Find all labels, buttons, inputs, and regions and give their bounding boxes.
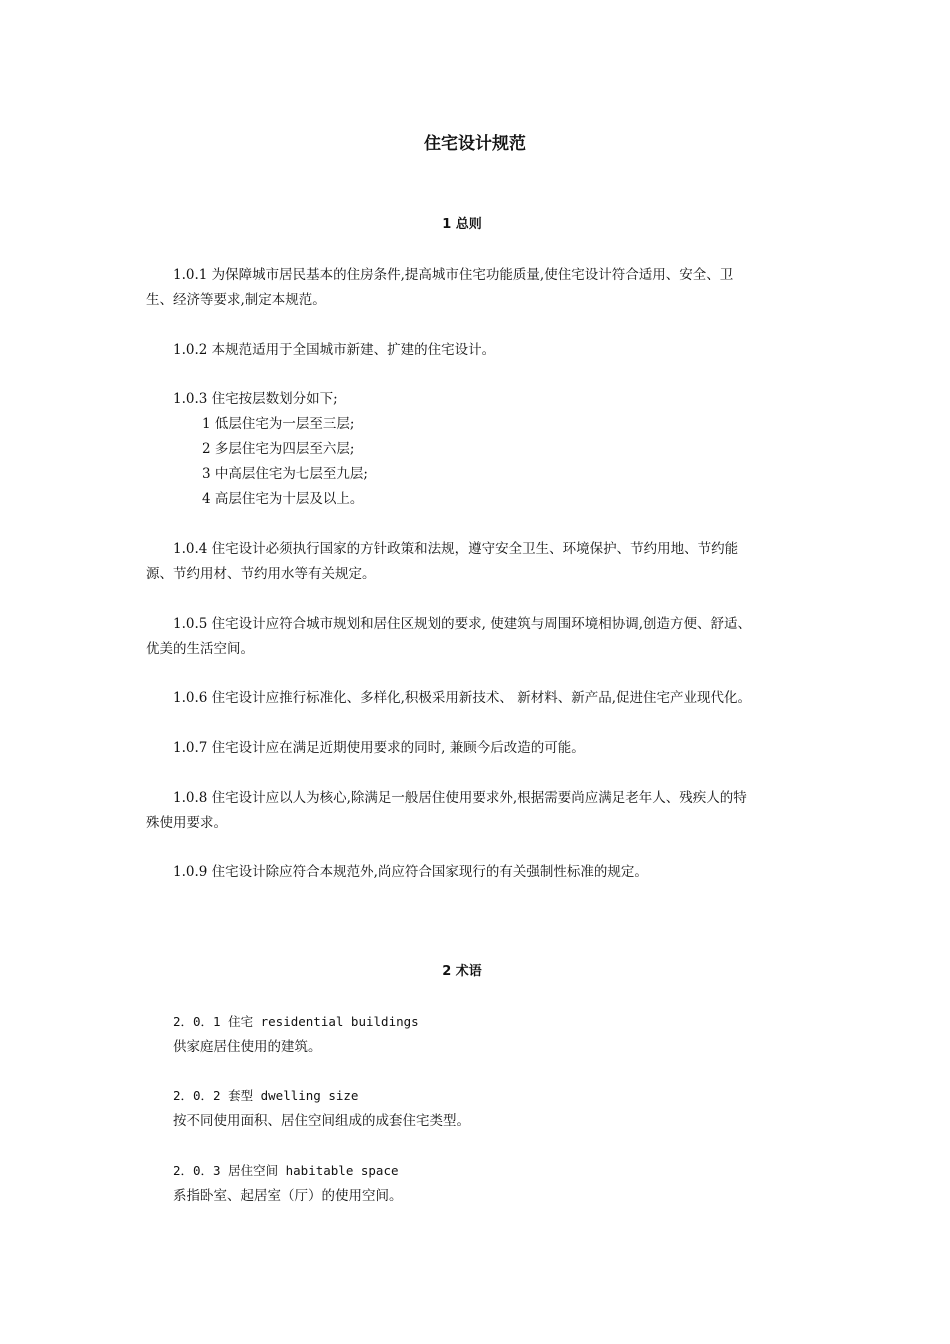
clause-1-0-4-line1: 1.0.4 住宅设计必须执行国家的方针政策和法规，遵守安全卫生、环境保护、节约用地、节约能	[173, 541, 739, 557]
clause-1-0-3-item: 3 中高层住宅为七层至九层;	[202, 466, 368, 482]
clause-1-0-8-line1: 1.0.8 住宅设计应以人为核心,除满足一般居住使用要求外,根据需要尚应满足老年人、残疾人的特	[173, 790, 747, 806]
term-2-0-1: 2．0．1 住宅 residential buildings	[173, 1014, 419, 1029]
page-title: 住宅设计规范	[424, 134, 526, 154]
clause-1-0-6: 1.0.6 住宅设计应推行标准化、多样化,积极采用新技术、 新材料、新产品,促进住宅产业现代化。	[173, 690, 752, 706]
term-2-0-2-definition: 按不同使用面积、居住空间组成的成套住宅类型。	[173, 1113, 470, 1129]
clause-1-0-7: 1.0.7 住宅设计应在满足近期使用要求的同时, 兼顾今后改造的可能。	[173, 740, 585, 756]
clause-1-0-5-line2: 优美的生活空间。	[146, 641, 254, 657]
term-2-0-2: 2．0．2 套型 dwelling size	[173, 1088, 359, 1103]
clause-1-0-3-item: 4 高层住宅为十层及以上。	[202, 491, 364, 507]
clause-1-0-1-line2: 生、经济等要求,制定本规范。	[146, 292, 326, 308]
term-2-0-3-definition: 系指卧室、起居室（厅）的使用空间。	[173, 1188, 403, 1204]
clause-1-0-2: 1.0.2 本规范适用于全国城市新建、扩建的住宅设计。	[173, 342, 496, 358]
section-2-heading: 2 术语	[442, 964, 482, 979]
clause-1-0-5-line1: 1.0.5 住宅设计应符合城市规划和居住区规划的要求, 使建筑与周围环境相协调,创造方便、舒适、	[173, 616, 752, 632]
clause-1-0-9: 1.0.9 住宅设计除应符合本规范外,尚应符合国家现行的有关强制性标准的规定。	[173, 864, 648, 880]
term-2-0-3: 2．0．3 居住空间 habitable space	[173, 1163, 399, 1178]
clause-1-0-1-line1: 1.0.1 为保障城市居民基本的住房条件,提高城市住宅功能质量,使住宅设计符合适用、安全、卫	[173, 267, 734, 283]
clause-1-0-8-line2: 殊使用要求。	[146, 815, 227, 831]
section-1-heading: 1 总则	[442, 217, 482, 232]
term-2-0-1-definition: 供家庭居住使用的建筑。	[173, 1039, 322, 1055]
clause-1-0-4-line2: 源、节约用材、节约用水等有关规定。	[146, 566, 376, 582]
clause-1-0-3: 1.0.3 住宅按层数划分如下;	[173, 391, 338, 407]
clause-1-0-3-item: 2 多层住宅为四层至六层;	[202, 441, 355, 457]
clause-1-0-3-item: 1 低层住宅为一层至三层;	[202, 416, 355, 432]
